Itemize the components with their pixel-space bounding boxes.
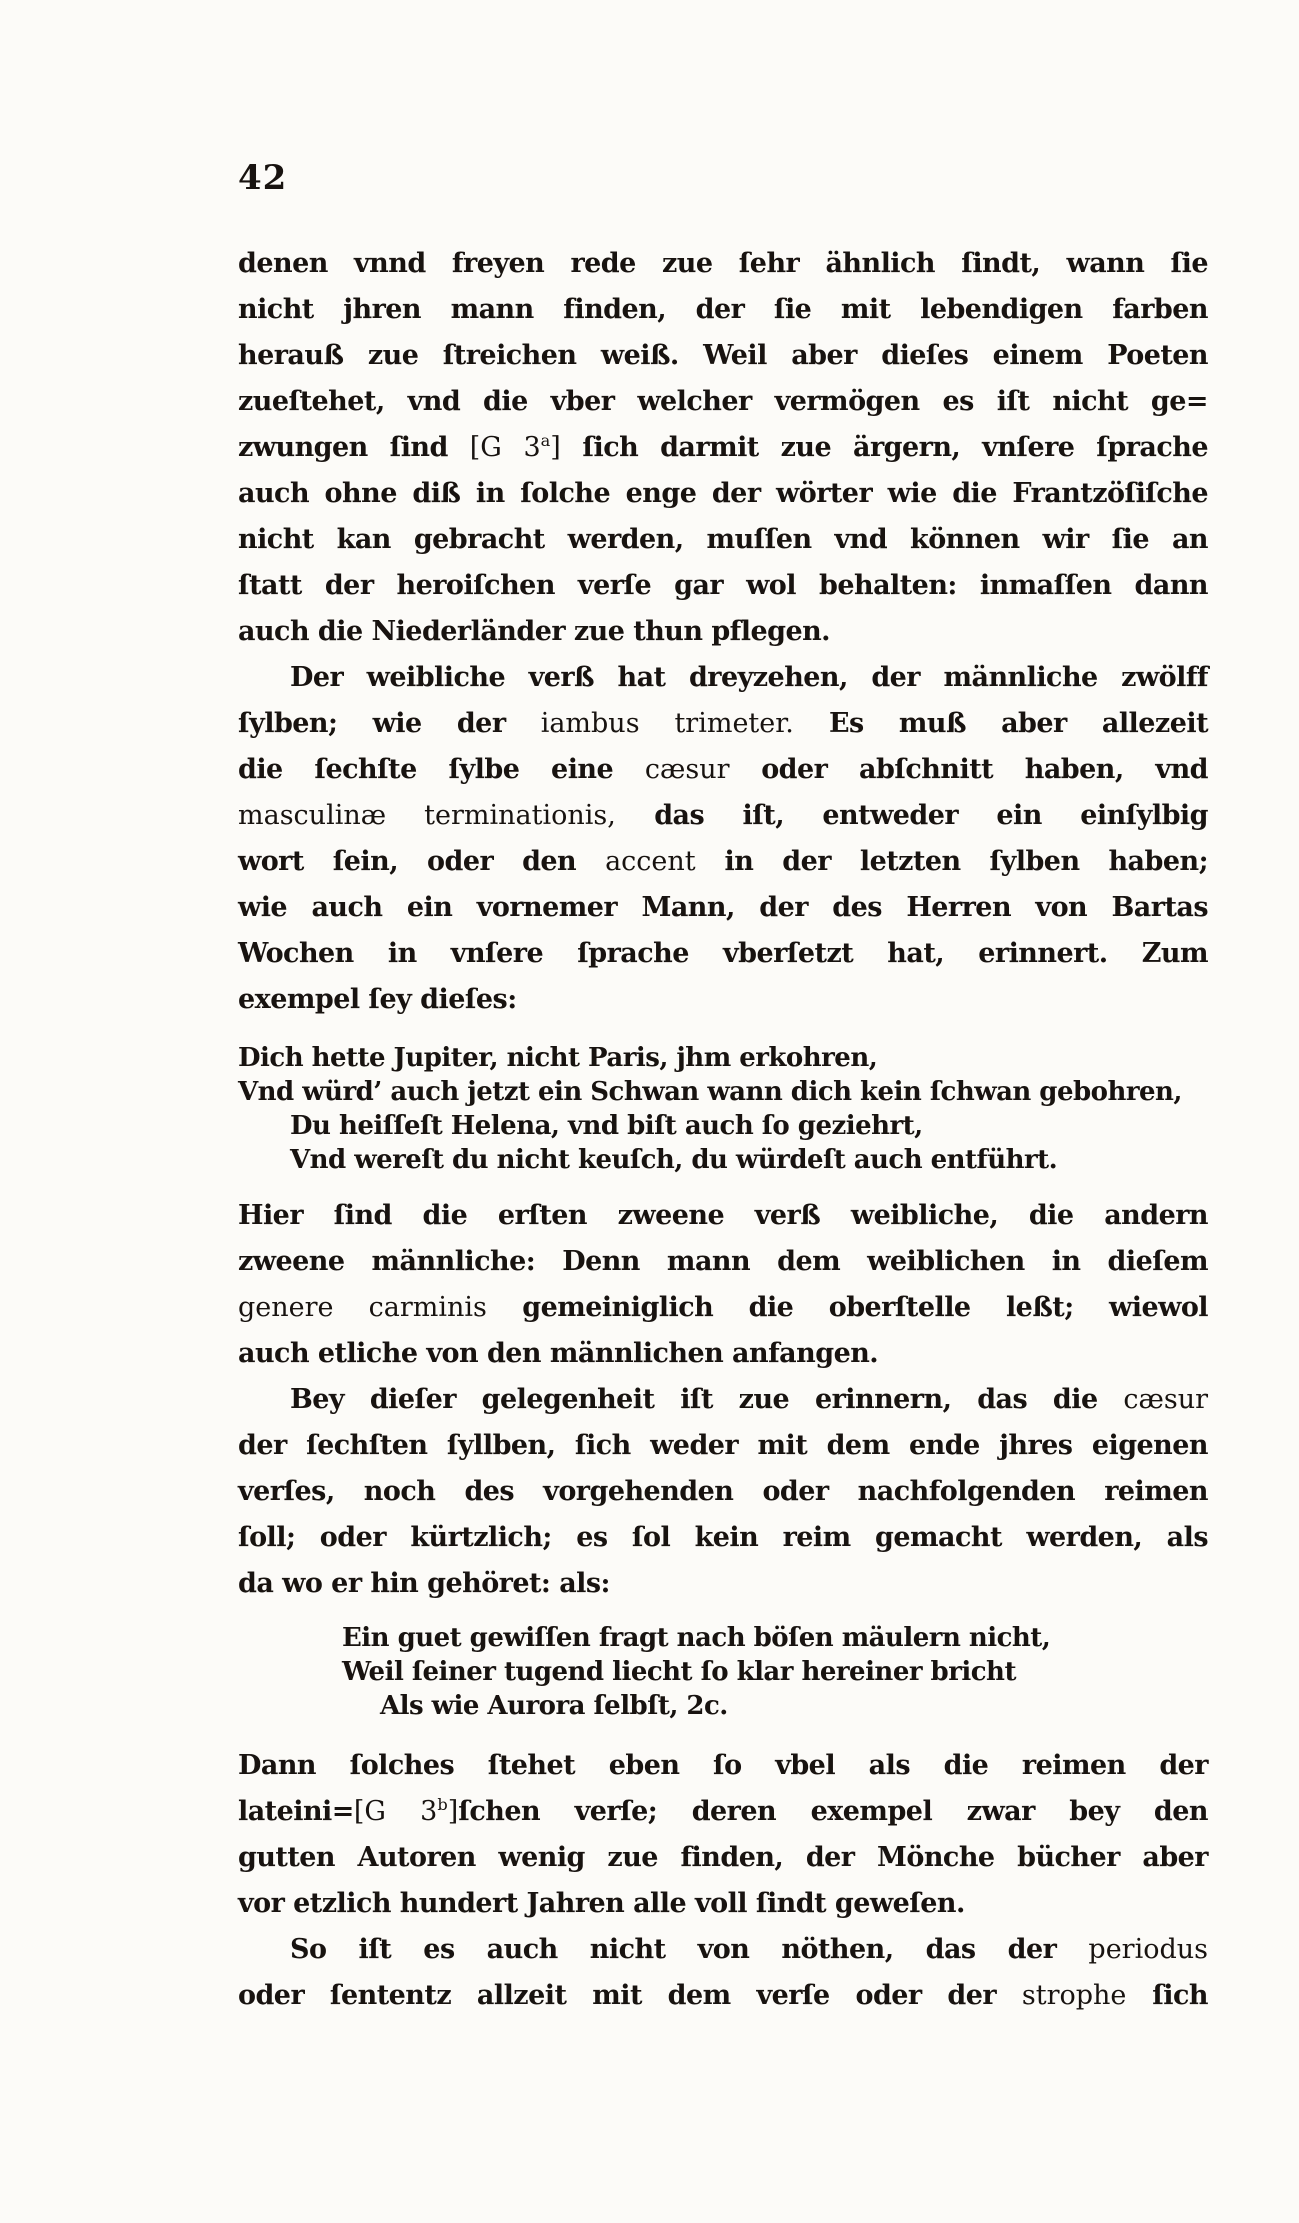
text-line xyxy=(238,287,1208,333)
text-line xyxy=(238,425,1208,471)
text-line xyxy=(238,1835,1208,1881)
verse-line xyxy=(238,1041,1208,1075)
latin-term: cæsur xyxy=(1123,1384,1208,1415)
signature-mark: [G 3 xyxy=(469,432,541,463)
text-line xyxy=(238,1927,1208,1973)
latin-term: periodus xyxy=(1088,1934,1208,1965)
text-segment: Vnd würd’ auch jetzt ein Schwan wann dich kein ſchwan gebohren, xyxy=(238,1077,1182,1107)
text-line xyxy=(238,1469,1208,1515)
text-segment: die ſechſte ſylbe eine xyxy=(238,754,645,785)
text-segment: auch ohne diß in ſolche enge der wörter wie die Frantzöſiſche xyxy=(238,478,1208,509)
latin-term: masculinæ terminationis, xyxy=(238,800,616,831)
page-number: 42 xyxy=(238,158,288,198)
text-line xyxy=(238,839,1208,885)
paragraph xyxy=(238,655,1208,1023)
text-line xyxy=(238,1561,1208,1607)
text-segment: Dann ſolches ſtehet eben ſo vbel als die reimen der xyxy=(238,1750,1208,1781)
text-block xyxy=(238,155,1208,2019)
text-segment: oder abſchnitt haben, vnd xyxy=(729,754,1209,785)
text-segment: auch etliche von den männlichen anfangen. xyxy=(238,1338,879,1369)
text-segment: Wochen in vnſere ſprache vberſetzt hat, erinnert. Zum xyxy=(238,938,1208,969)
text-segment: gutten Autoren wenig zue finden, der Mönche bücher aber xyxy=(238,1842,1208,1873)
text-segment: exempel ſey dieſes: xyxy=(238,984,517,1015)
text-segment: Hier ſind die erſten zweene verß weibliche, die andern xyxy=(238,1200,1208,1231)
text-segment: nicht kan gebracht werden, muſſen vnd können wir ſie an xyxy=(238,524,1208,555)
text-line xyxy=(238,885,1208,931)
text-segment: da wo er hin gehöret: als: xyxy=(238,1568,610,1599)
text-segment: So iſt es auch nicht von nöthen, das der xyxy=(290,1934,1089,1965)
verse-line xyxy=(238,1143,1208,1177)
text-segment: Dich hette Jupiter, nicht Paris, jhm erkohren, xyxy=(238,1043,878,1073)
verse-line xyxy=(238,1689,1208,1723)
text-line xyxy=(238,1239,1208,1285)
signature-mark: [G 3 xyxy=(353,1796,438,1827)
verse-line xyxy=(238,1621,1208,1655)
text-line xyxy=(238,1881,1208,1927)
text-segment: ſich xyxy=(1126,1980,1208,2011)
text-segment: Als wie Aurora ſelbſt, 2c. xyxy=(380,1691,728,1721)
text-segment: das iſt, entweder ein einſylbig xyxy=(615,800,1208,831)
text-segment: ſchen verſe; deren exempel zwar bey den xyxy=(458,1796,1208,1827)
verse-line xyxy=(238,1655,1208,1689)
text-line xyxy=(238,1285,1208,1331)
text-segment: nicht jhren mann finden, der ſie mit lebendigen farben xyxy=(238,294,1208,325)
text-line xyxy=(238,701,1208,747)
paragraph xyxy=(238,1377,1208,1607)
paragraph xyxy=(238,241,1208,655)
text-segment: Der weibliche verß hat dreyzehen, der männliche zwölff xyxy=(290,662,1208,693)
text-line xyxy=(238,471,1208,517)
text-line xyxy=(238,1193,1208,1239)
text-line xyxy=(238,931,1208,977)
latin-term: accent xyxy=(605,846,696,877)
text-segment: wort ſein, oder den xyxy=(238,846,606,877)
text-segment: zweene männliche: Denn mann dem weiblichen in dieſem xyxy=(238,1246,1208,1277)
text-line xyxy=(238,241,1208,287)
text-segment: Du heiſſeſt Helena, vnd biſt auch ſo geziehrt, xyxy=(290,1111,923,1141)
text-segment: Ein guet gewiſſen fragt nach böſen mäulern nicht, xyxy=(342,1623,1051,1653)
text-segment: in der letzten ſylben haben; xyxy=(695,846,1208,877)
text-line xyxy=(238,333,1208,379)
text-segment: verſes, noch des vorgehenden oder nachfolgenden reimen xyxy=(238,1476,1208,1507)
text-line xyxy=(238,563,1208,609)
text-line xyxy=(238,517,1208,563)
text-segment: ſtatt der heroiſchen verſe gar wol behalten: inmaſſen dann xyxy=(238,570,1208,601)
text-segment: Vnd wereſt du nicht keuſch, du würdeſt auch entführt. xyxy=(290,1145,1058,1175)
text-line xyxy=(238,747,1208,793)
text-line xyxy=(238,655,1208,701)
text-line xyxy=(238,1515,1208,1561)
text-segment: lateini= xyxy=(238,1796,354,1827)
latin-term: strophe xyxy=(1021,1980,1127,2011)
latin-term: cæsur xyxy=(644,754,730,785)
text-segment: ſylben; wie der xyxy=(238,708,541,739)
text-line xyxy=(238,793,1208,839)
text-line xyxy=(238,977,1208,1023)
paragraph xyxy=(238,1743,1208,1927)
text-segment: gemeiniglich die oberſtelle leßt; wiewol xyxy=(486,1292,1209,1323)
text-line xyxy=(238,1743,1208,1789)
text-line xyxy=(238,1377,1208,1423)
verse-quote xyxy=(238,1041,1208,1177)
text-segment: ſoll; oder kürtzlich; es ſol kein reim gemacht werden, als xyxy=(238,1522,1208,1553)
latin-term: iambus trimeter. xyxy=(540,708,794,739)
verse-line xyxy=(238,1109,1208,1143)
text-segment: ſich darmit zue ärgern, vnſere ſprache xyxy=(582,432,1208,463)
text-segment: denen vnnd freyen rede zue ſehr ähnlich ſindt, wann ſie xyxy=(238,248,1208,279)
text-segment: Bey dieſer gelegenheit iſt zue erinnern, das die xyxy=(290,1384,1124,1415)
text-segment: wie auch ein vornemer Mann, der des Herren von Bartas xyxy=(238,892,1208,923)
text-segment: der ſechſten ſyllben, ſich weder mit dem ende jhres eigenen xyxy=(238,1430,1208,1461)
text-line xyxy=(238,379,1208,425)
text-segment: Es muß aber allezeit xyxy=(793,708,1208,739)
paragraph xyxy=(238,1927,1208,2019)
text-segment: zwungen ſind xyxy=(238,432,470,463)
text-line xyxy=(238,1789,1208,1835)
text-segment: vor etzlich hundert Jahren alle voll ſindt geweſen. xyxy=(238,1888,965,1919)
signature-superscript: b xyxy=(437,1795,448,1814)
text-line xyxy=(238,1973,1208,2019)
signature-superscript: a xyxy=(540,431,551,450)
text-line xyxy=(238,609,1208,655)
verse-line xyxy=(238,1075,1208,1109)
signature-mark: ] xyxy=(447,1796,459,1827)
signature-mark: ] xyxy=(550,432,583,463)
text-segment: auch die Niederländer zue thun pflegen. xyxy=(238,616,831,647)
text-line xyxy=(238,1423,1208,1469)
latin-term: genere carminis xyxy=(238,1292,487,1323)
text-segment: herauß zue ſtreichen weiß. Weil aber dieſes einem Poeten xyxy=(238,340,1208,371)
paragraph xyxy=(238,1193,1208,1377)
text-segment: oder ſententz allzeit mit dem verſe oder der xyxy=(238,1980,1022,2011)
text-line xyxy=(238,1331,1208,1377)
text-segment: Weil ſeiner tugend liecht ſo klar hereiner bricht xyxy=(342,1657,1016,1687)
verse-quote xyxy=(238,1621,1208,1723)
text-segment: zueſtehet, vnd die vber welcher vermögen es iſt nicht ge= xyxy=(238,386,1208,417)
